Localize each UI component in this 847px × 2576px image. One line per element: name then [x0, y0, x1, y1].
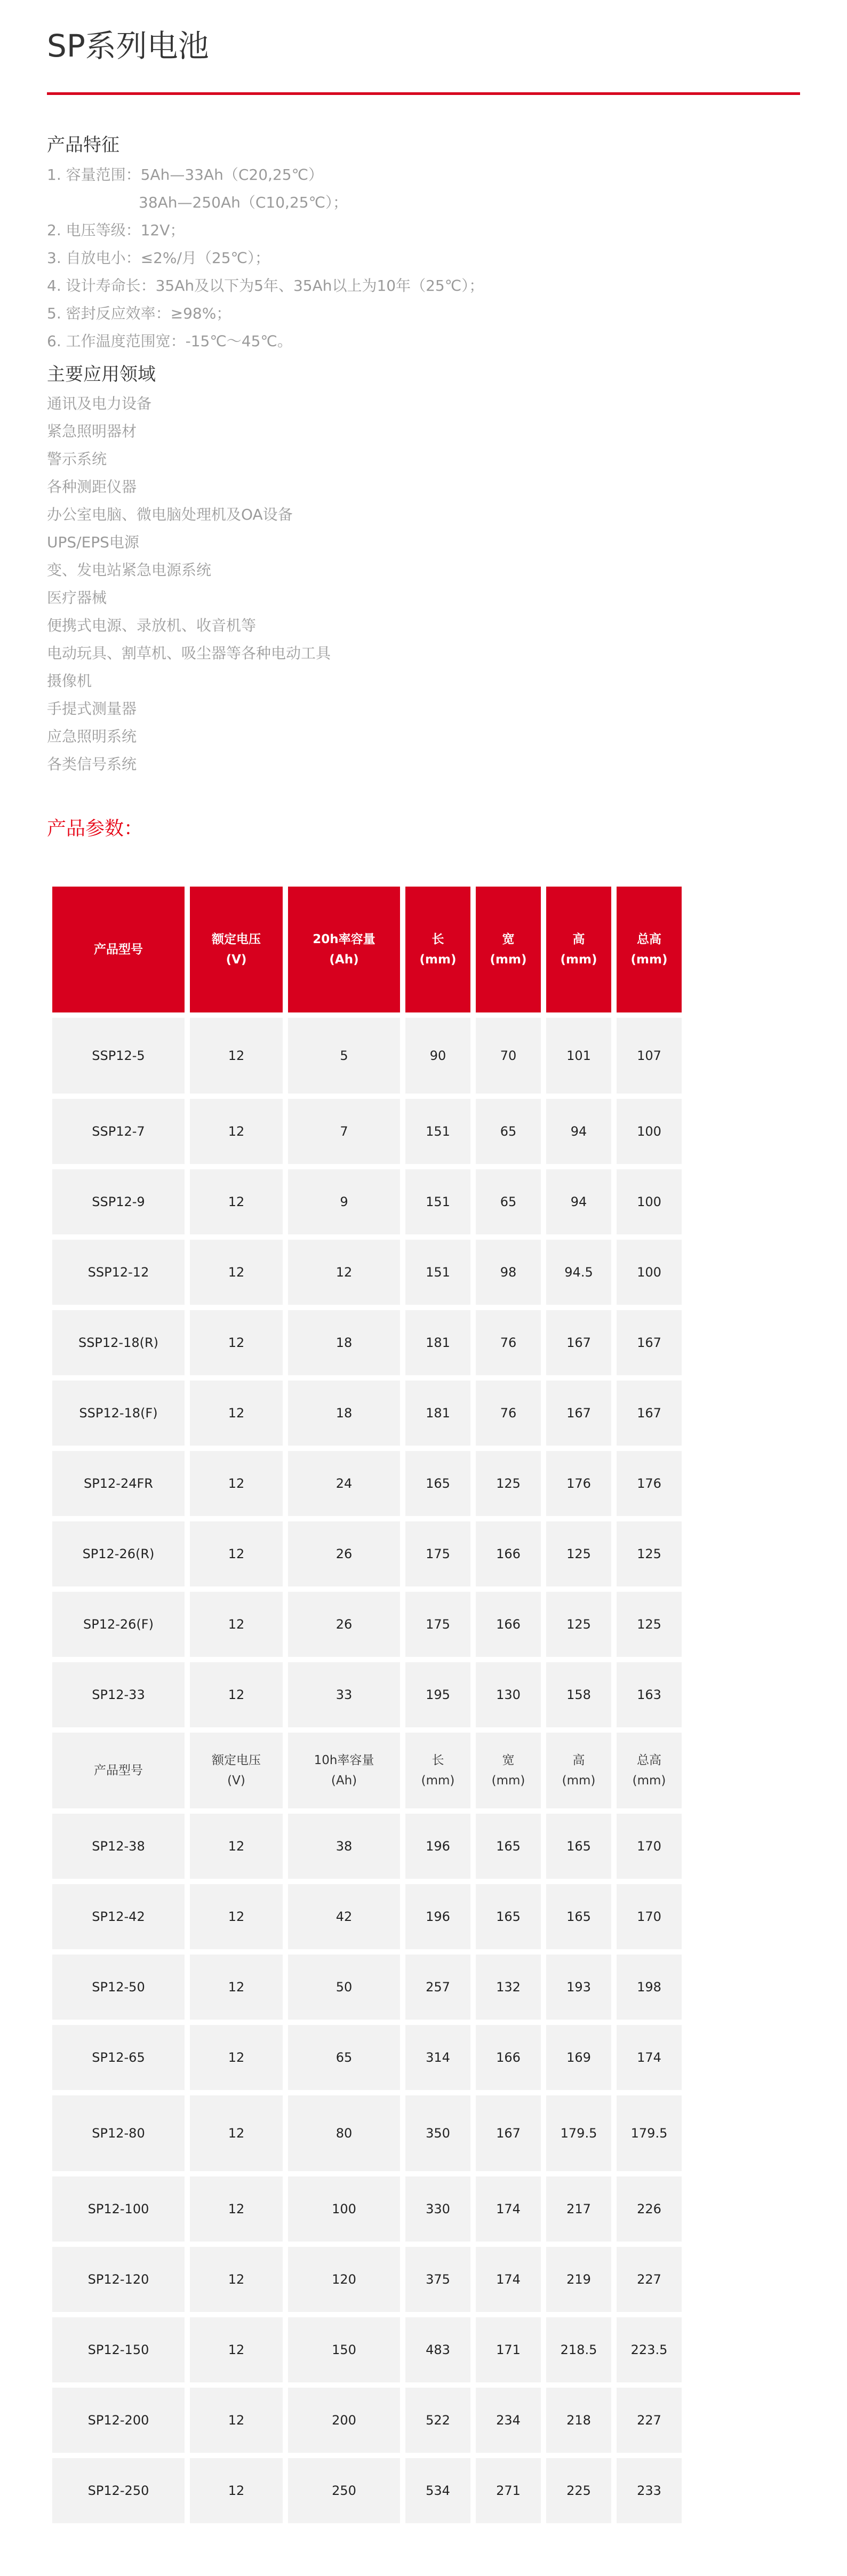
table-cell: 12	[190, 1310, 283, 1375]
table-cell: 80	[288, 2095, 400, 2171]
table-cell: 196	[405, 1884, 470, 1949]
table-cell: 107	[617, 1018, 682, 1094]
table-cell: 65	[476, 1169, 541, 1234]
table-cell: 12	[190, 1381, 283, 1446]
table-cell: 158	[546, 1662, 611, 1727]
table-cell: 181	[405, 1310, 470, 1375]
table-cell: 76	[476, 1310, 541, 1375]
table-cell: 12	[190, 2176, 283, 2242]
table-cell: 330	[405, 2176, 470, 2242]
feature-line: 6. 工作温度范围宽：-15℃～45℃。	[47, 332, 292, 350]
table-cell: 179.5	[617, 2095, 682, 2171]
table-cell: 234	[476, 2388, 541, 2453]
table-cell: 257	[405, 1955, 470, 2020]
table-cell: 12	[190, 1018, 283, 1094]
table-row	[52, 1381, 682, 1446]
table-cell: 125	[617, 1592, 682, 1657]
table-cell: SP12-33	[52, 1662, 185, 1727]
table-cell: SP12-50	[52, 1955, 185, 2020]
table-cell: 225	[546, 2458, 611, 2523]
table-header-cell: 10h率容量 (Ah)	[288, 1733, 400, 1808]
table-row	[52, 1099, 682, 1164]
table-cell: SP12-26(F)	[52, 1592, 185, 1657]
table-cell: SP12-120	[52, 2247, 185, 2312]
table-cell: 98	[476, 1240, 541, 1305]
table-cell: SP12-100	[52, 2176, 185, 2242]
table-cell: 166	[476, 1592, 541, 1657]
table-cell: 165	[546, 1814, 611, 1879]
table-cell: 218	[546, 2388, 611, 2453]
table-cell: SSP12-7	[52, 1099, 185, 1164]
table-cell: 227	[617, 2388, 682, 2453]
table-cell: 193	[546, 1955, 611, 2020]
table-cell: 7	[288, 1099, 400, 1164]
table-row	[52, 1521, 682, 1586]
table-cell: 94	[546, 1169, 611, 1234]
table-cell: 12	[190, 1099, 283, 1164]
table-cell: 12	[190, 1240, 283, 1305]
table-cell: 250	[288, 2458, 400, 2523]
table-cell: 196	[405, 1814, 470, 1879]
table-cell: 350	[405, 2095, 470, 2171]
table-row	[52, 1451, 682, 1516]
feature-line: 4. 设计寿命长：35Ah及以下为5年、35Ah以上为10年（25℃）；	[47, 277, 484, 294]
table-cell: 175	[405, 1592, 470, 1657]
table-cell: 26	[288, 1592, 400, 1657]
table-cell: 219	[546, 2247, 611, 2312]
table-header-cell: 总高 (mm)	[617, 1733, 682, 1808]
feature-line: 2. 电压等级：12V；	[47, 221, 185, 239]
table-row	[52, 1662, 682, 1727]
table-cell: 12	[190, 1884, 283, 1949]
application-item: 办公室电脑、微电脑处理机及OA设备	[47, 506, 293, 523]
application-item: UPS/EPS电源	[47, 533, 139, 551]
table-cell: 12	[190, 1451, 283, 1516]
table-cell: 18	[288, 1381, 400, 1446]
table-cell: 170	[617, 1884, 682, 1949]
table-cell: 163	[617, 1662, 682, 1727]
table-cell: 70	[476, 1018, 541, 1094]
table-cell: 165	[476, 1814, 541, 1879]
table-row	[52, 2025, 682, 2090]
features-list	[47, 163, 484, 357]
features-heading: 产品特征	[47, 134, 119, 156]
table-cell: 151	[405, 1099, 470, 1164]
table-cell: 223.5	[617, 2317, 682, 2382]
table-cell: 33	[288, 1662, 400, 1727]
table-cell: SP12-65	[52, 2025, 185, 2090]
table-cell: 175	[405, 1521, 470, 1586]
table-cell: SP12-200	[52, 2388, 185, 2453]
spec-table	[47, 881, 687, 2529]
application-item: 便携式电源、录放机、收音机等	[47, 617, 257, 634]
table-cell: 12	[190, 2247, 283, 2312]
table-header-cell: 产品型号	[52, 1733, 185, 1808]
table-cell: 12	[190, 1955, 283, 2020]
application-item: 电动玩具、割草机、吸尘器等各种电动工具	[47, 644, 331, 662]
table-cell: 165	[546, 1884, 611, 1949]
table-row	[52, 2176, 682, 2242]
table-cell: 12	[190, 1521, 283, 1586]
table-cell: 174	[617, 2025, 682, 2090]
table-cell: 12	[190, 1169, 283, 1234]
table-cell: 100	[617, 1169, 682, 1234]
page-title: SP系列电池	[47, 28, 209, 64]
applications-heading: 主要应用领域	[47, 364, 156, 385]
table-cell: 522	[405, 2388, 470, 2453]
table-cell: SP12-38	[52, 1814, 185, 1879]
table-cell: 26	[288, 1521, 400, 1586]
table-row	[52, 1240, 682, 1305]
table-cell: 12	[190, 2388, 283, 2453]
table-header-cell: 总高 (mm)	[617, 887, 682, 1012]
table-cell: 226	[617, 2176, 682, 2242]
table-cell: 12	[288, 1240, 400, 1305]
table-cell: SSP12-5	[52, 1018, 185, 1094]
table-row	[52, 2317, 682, 2382]
table-cell: 165	[476, 1884, 541, 1949]
table-cell: SP12-150	[52, 2317, 185, 2382]
table-header-cell: 宽 (mm)	[476, 1733, 541, 1808]
application-item: 通讯及电力设备	[47, 395, 152, 412]
table-cell: 42	[288, 1884, 400, 1949]
table-cell: 12	[190, 2317, 283, 2382]
table-cell: SP12-80	[52, 2095, 185, 2171]
table-cell: 125	[476, 1451, 541, 1516]
applications-list	[47, 392, 331, 780]
feature-line: 5. 密封反应效率：≥98%；	[47, 305, 231, 322]
table-header-cell: 产品型号	[52, 887, 185, 1012]
table-cell: 101	[546, 1018, 611, 1094]
table-cell: 218.5	[546, 2317, 611, 2382]
table-cell: 12	[190, 2095, 283, 2171]
application-item: 医疗器械	[47, 589, 107, 607]
table-cell: 166	[476, 2025, 541, 2090]
table-cell: SP12-250	[52, 2458, 185, 2523]
table-header-cell: 高 (mm)	[546, 1733, 611, 1808]
application-item: 紧急照明器材	[47, 422, 137, 440]
table-cell: 12	[190, 2025, 283, 2090]
application-item: 摄像机	[47, 672, 92, 690]
table-cell: 167	[617, 1310, 682, 1375]
table-cell: 12	[190, 1662, 283, 1727]
table-cell: 150	[288, 2317, 400, 2382]
product-page	[47, 0, 800, 2498]
application-item: 变、发电站紧急电源系统	[47, 561, 212, 579]
table-row	[52, 2247, 682, 2312]
table-cell: 167	[617, 1381, 682, 1446]
table-cell: 125	[617, 1521, 682, 1586]
table-header-cell: 长 (mm)	[405, 1733, 470, 1808]
table-header-row	[52, 1733, 682, 1808]
table-cell: 314	[405, 2025, 470, 2090]
table-cell: 174	[476, 2247, 541, 2312]
table-cell: 12	[190, 1592, 283, 1657]
table-cell: 198	[617, 1955, 682, 2020]
table-cell: 130	[476, 1662, 541, 1727]
table-cell: 151	[405, 1240, 470, 1305]
table-header-cell: 长 (mm)	[405, 887, 470, 1012]
application-item: 警示系统	[47, 450, 107, 468]
table-cell: 176	[546, 1451, 611, 1516]
table-cell: 166	[476, 1521, 541, 1586]
table-row	[52, 1169, 682, 1234]
table-cell: SSP12-9	[52, 1169, 185, 1234]
table-cell: 18	[288, 1310, 400, 1375]
table-cell: 174	[476, 2176, 541, 2242]
table-row	[52, 1814, 682, 1879]
table-cell: 100	[288, 2176, 400, 2242]
application-item: 应急照明系统	[47, 728, 137, 745]
table-cell: SP12-42	[52, 1884, 185, 1949]
table-cell: 167	[546, 1310, 611, 1375]
application-item: 手提式测量器	[47, 700, 137, 717]
table-cell: 169	[546, 2025, 611, 2090]
feature-line: 3. 自放电小：≤2%/月（25℃）；	[47, 249, 270, 267]
table-cell: 12	[190, 1814, 283, 1879]
table-cell: SP12-24FR	[52, 1451, 185, 1516]
application-item: 各种测距仪器	[47, 478, 137, 496]
table-cell: SSP12-18(R)	[52, 1310, 185, 1375]
params-heading: 产品参数：	[47, 818, 143, 840]
table-row	[52, 1018, 682, 1094]
table-header-cell: 高 (mm)	[546, 887, 611, 1012]
table-cell: 165	[405, 1451, 470, 1516]
table-cell: 94.5	[546, 1240, 611, 1305]
table-cell: 100	[617, 1099, 682, 1164]
table-cell: 125	[546, 1521, 611, 1586]
title-divider	[47, 92, 800, 95]
table-cell: 181	[405, 1381, 470, 1446]
feature-line: 38Ah—250Ah（C10,25℃）；	[139, 194, 348, 211]
table-cell: 171	[476, 2317, 541, 2382]
table-header-cell: 20h率容量 (Ah)	[288, 887, 400, 1012]
table-cell: 5	[288, 1018, 400, 1094]
table-cell: 12	[190, 2458, 283, 2523]
table-row	[52, 2458, 682, 2523]
table-cell: 200	[288, 2388, 400, 2453]
table-cell: 170	[617, 1814, 682, 1879]
table-cell: 151	[405, 1169, 470, 1234]
table-row	[52, 1884, 682, 1949]
table-cell: 483	[405, 2317, 470, 2382]
table-cell: 179.5	[546, 2095, 611, 2171]
table-cell: SSP12-12	[52, 1240, 185, 1305]
table-cell: SP12-26(R)	[52, 1521, 185, 1586]
table-cell: 100	[617, 1240, 682, 1305]
table-cell: 65	[288, 2025, 400, 2090]
table-row	[52, 1310, 682, 1375]
table-cell: 38	[288, 1814, 400, 1879]
table-row	[52, 2095, 682, 2171]
application-item: 各类信号系统	[47, 755, 137, 773]
table-header-cell: 额定电压 (V)	[190, 1733, 283, 1808]
table-header-cell: 宽 (mm)	[476, 887, 541, 1012]
table-row	[52, 2388, 682, 2453]
table-header-row	[52, 887, 682, 1012]
table-cell: 375	[405, 2247, 470, 2312]
table-cell: 167	[546, 1381, 611, 1446]
table-cell: 94	[546, 1099, 611, 1164]
table-cell: 217	[546, 2176, 611, 2242]
table-cell: 271	[476, 2458, 541, 2523]
table-cell: 125	[546, 1592, 611, 1657]
table-cell: 195	[405, 1662, 470, 1727]
table-cell: 176	[617, 1451, 682, 1516]
table-cell: 227	[617, 2247, 682, 2312]
table-cell: 9	[288, 1169, 400, 1234]
table-cell: 90	[405, 1018, 470, 1094]
table-cell: 120	[288, 2247, 400, 2312]
table-cell: 76	[476, 1381, 541, 1446]
table-cell: 233	[617, 2458, 682, 2523]
table-cell: 24	[288, 1451, 400, 1516]
table-cell: 50	[288, 1955, 400, 2020]
table-cell: 534	[405, 2458, 470, 2523]
table-row	[52, 1592, 682, 1657]
feature-line: 1. 容量范围：5Ah—33Ah（C20,25℃）	[47, 166, 324, 184]
table-header-cell: 额定电压 (V)	[190, 887, 283, 1012]
table-row	[52, 1955, 682, 2020]
table-cell: 65	[476, 1099, 541, 1164]
table-cell: SSP12-18(F)	[52, 1381, 185, 1446]
table-cell: 167	[476, 2095, 541, 2171]
table-cell: 132	[476, 1955, 541, 2020]
